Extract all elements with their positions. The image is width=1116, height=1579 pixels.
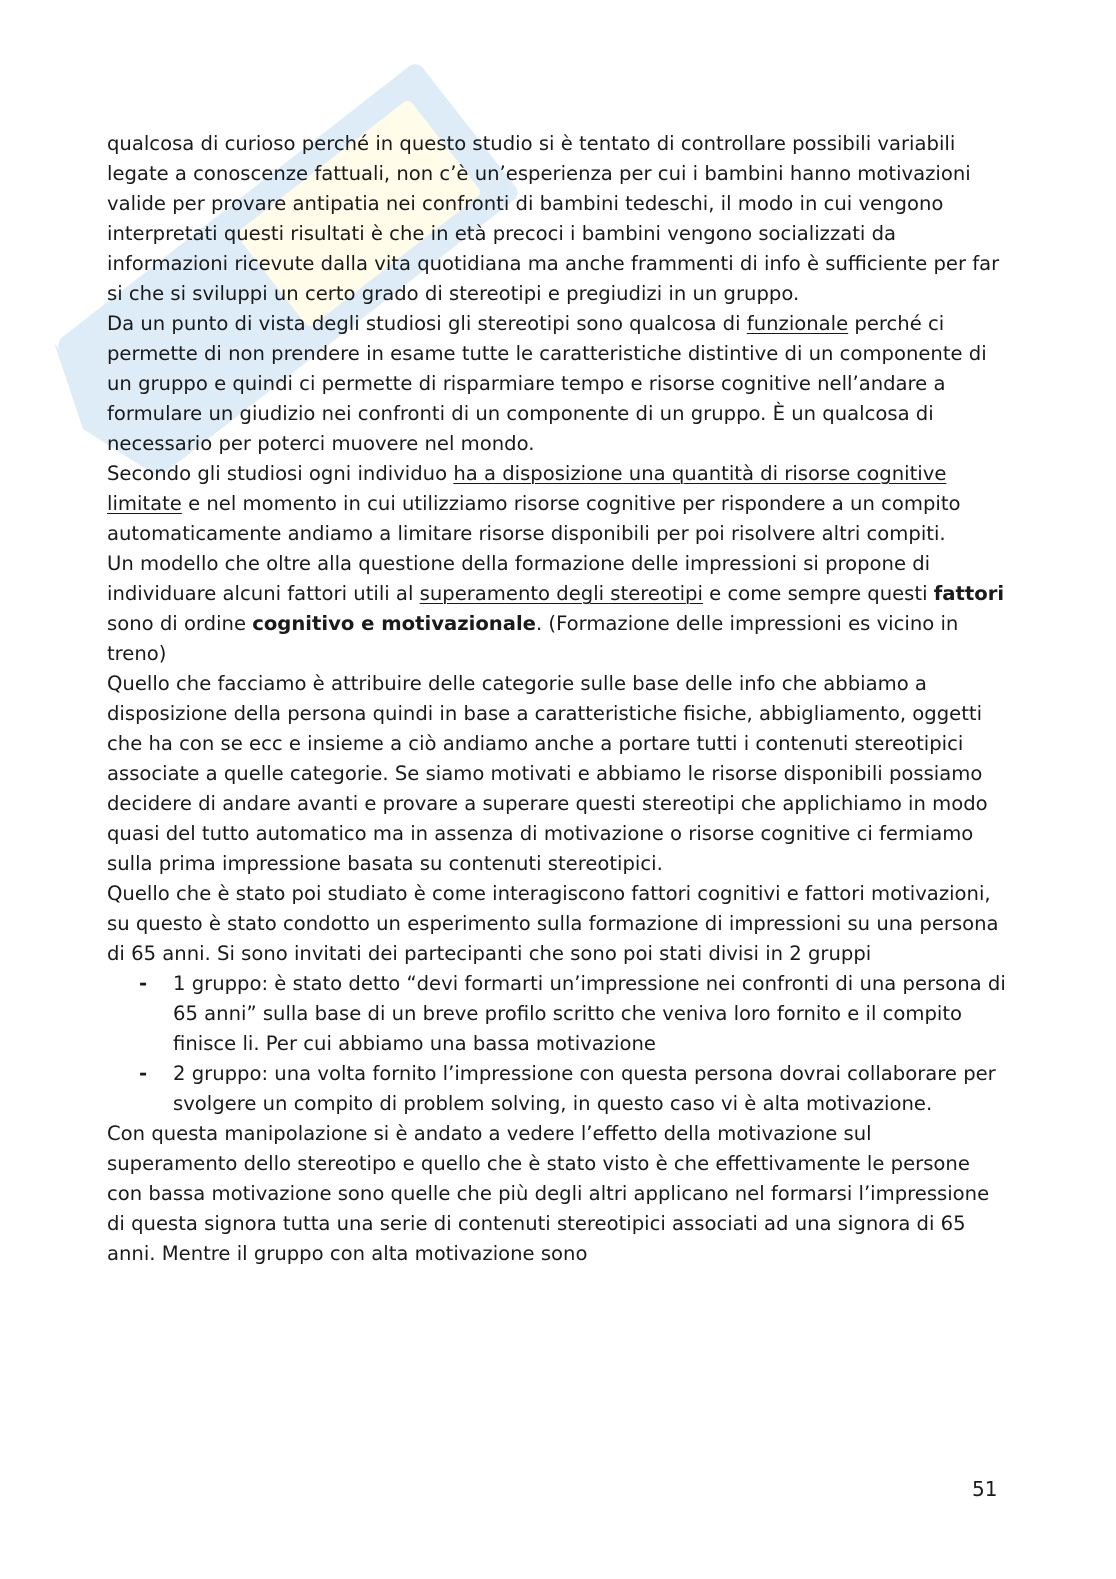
underlined-functional: funzionale <box>746 312 849 335</box>
paragraph-3: Secondo gli studiosi ogni individuo ha a disposizione una quantità di risorse cognitive limitate e nel momento in cui utilizziamo risorse cognitive per rispondere a un compito automaticamente andiamo a limitare risorse disponibili per poi risolvere altri compiti. <box>107 462 961 545</box>
list-item: - 2 gruppo: una volta fornito l’impressione con questa persona dovrai collaborare per svolgere un compito di problem solving, in questo caso vi è alta motivazione. <box>173 1059 1007 1119</box>
group-list <box>107 969 1007 1119</box>
paragraph-1: qualcosa di curioso perché in questo studio si è tentato di controllare possibili variabili legate a conoscenze fattuali, non c’è un’esperienza per cui i bambini hanno motivazioni valide per provare antipatia nei confronti di bambini tedeschi, il modo in cui vengono interpretati questi risultati è che in età precoci i bambini vengono socializzati da informazioni ricevute dalla vita quotidiana ma anche frammenti di info è sufficiente per far si che si sviluppi un certo grado di stereotipi e pregiudizi in un gruppo. <box>107 132 1000 305</box>
underlined-overcoming-stereotypes: superamento degli stereotipi <box>419 582 703 605</box>
page-body <box>107 129 1007 1269</box>
paragraph-4: Un modello che oltre alla questione della formazione delle impressioni si propone di individuare alcuni fattori utili al superamento degli stereotipi e come sempre questi fattori sono di ordine cognitivo e motivazionale. (Formazione delle impressioni es vicino in treno) <box>107 552 1005 665</box>
paragraph-2: Da un punto di vista degli studiosi gli stereotipi sono qualcosa di funzionale perché ci permette di non prendere in esame tutte le caratteristiche distintive di un componente di un gruppo e quindi ci permette di risparmiare tempo e risorse cognitive nell’andare a formulare un giudizio nei confronti di un componente di un gruppo. È un qualcosa di necessario per poterci muovere nel mondo. <box>107 312 987 455</box>
paragraph-7: Con questa manipolazione si è andato a vedere l’effetto della motivazione sul superamento dello stereotipo e quello che è stato visto è che effettivamente le persone con bassa motivazione sono quelle che più degli altri applicano nel formarsi l’impressione di questa signora tutta una serie di contenuti stereotipici associati ad una signora di 65 anni. Mentre il gruppo con alta motivazione sono <box>107 1122 990 1265</box>
paragraph-6: Quello che è stato poi studiato è come interagiscono fattori cognitivi e fattori motivazioni, su questo è stato condotto un esperimento sulla formazione di impressioni su una persona di 65 anni. Si sono invitati dei partecipanti che sono poi stati divisi in 2 gruppi <box>107 882 999 965</box>
dash-bullet: - <box>139 1062 148 1085</box>
page-number: 51 <box>972 1477 998 1501</box>
underlined-limited-resources: ha a disposizione una quantità di risorse cognitive limitate <box>107 462 947 515</box>
dash-bullet: - <box>139 972 148 995</box>
bold-cognitive-motivational: cognitivo e motivazionale <box>252 612 536 635</box>
list-item: - 1 gruppo: è stato detto “devi formarti un’impressione nei confronti di una persona di 65 anni” sulla base di un breve profilo scritto che veniva loro fornito e il compito finisce li. Per cui abbiamo una bassa motivazione <box>173 969 1007 1059</box>
bold-factors: fattori <box>933 582 1005 605</box>
paragraph-5: Quello che facciamo è attribuire delle categorie sulle base delle info che abbiamo a disposizione della persona quindi in base a caratteristiche fisiche, abbigliamento, oggetti che ha con se ecc e insieme a ciò andiamo anche a portare tutti i contenuti stereotipici associate a quelle categorie. Se siamo motivati e abbiamo le risorse disponibili possiamo decidere di andare avanti e provare a superare questi stereotipi che applichiamo in modo quasi del tutto automatico ma in assenza di motivazione o risorse cognitive ci fermiamo sulla prima impressione basata su contenuti stereotipici. <box>107 672 988 875</box>
